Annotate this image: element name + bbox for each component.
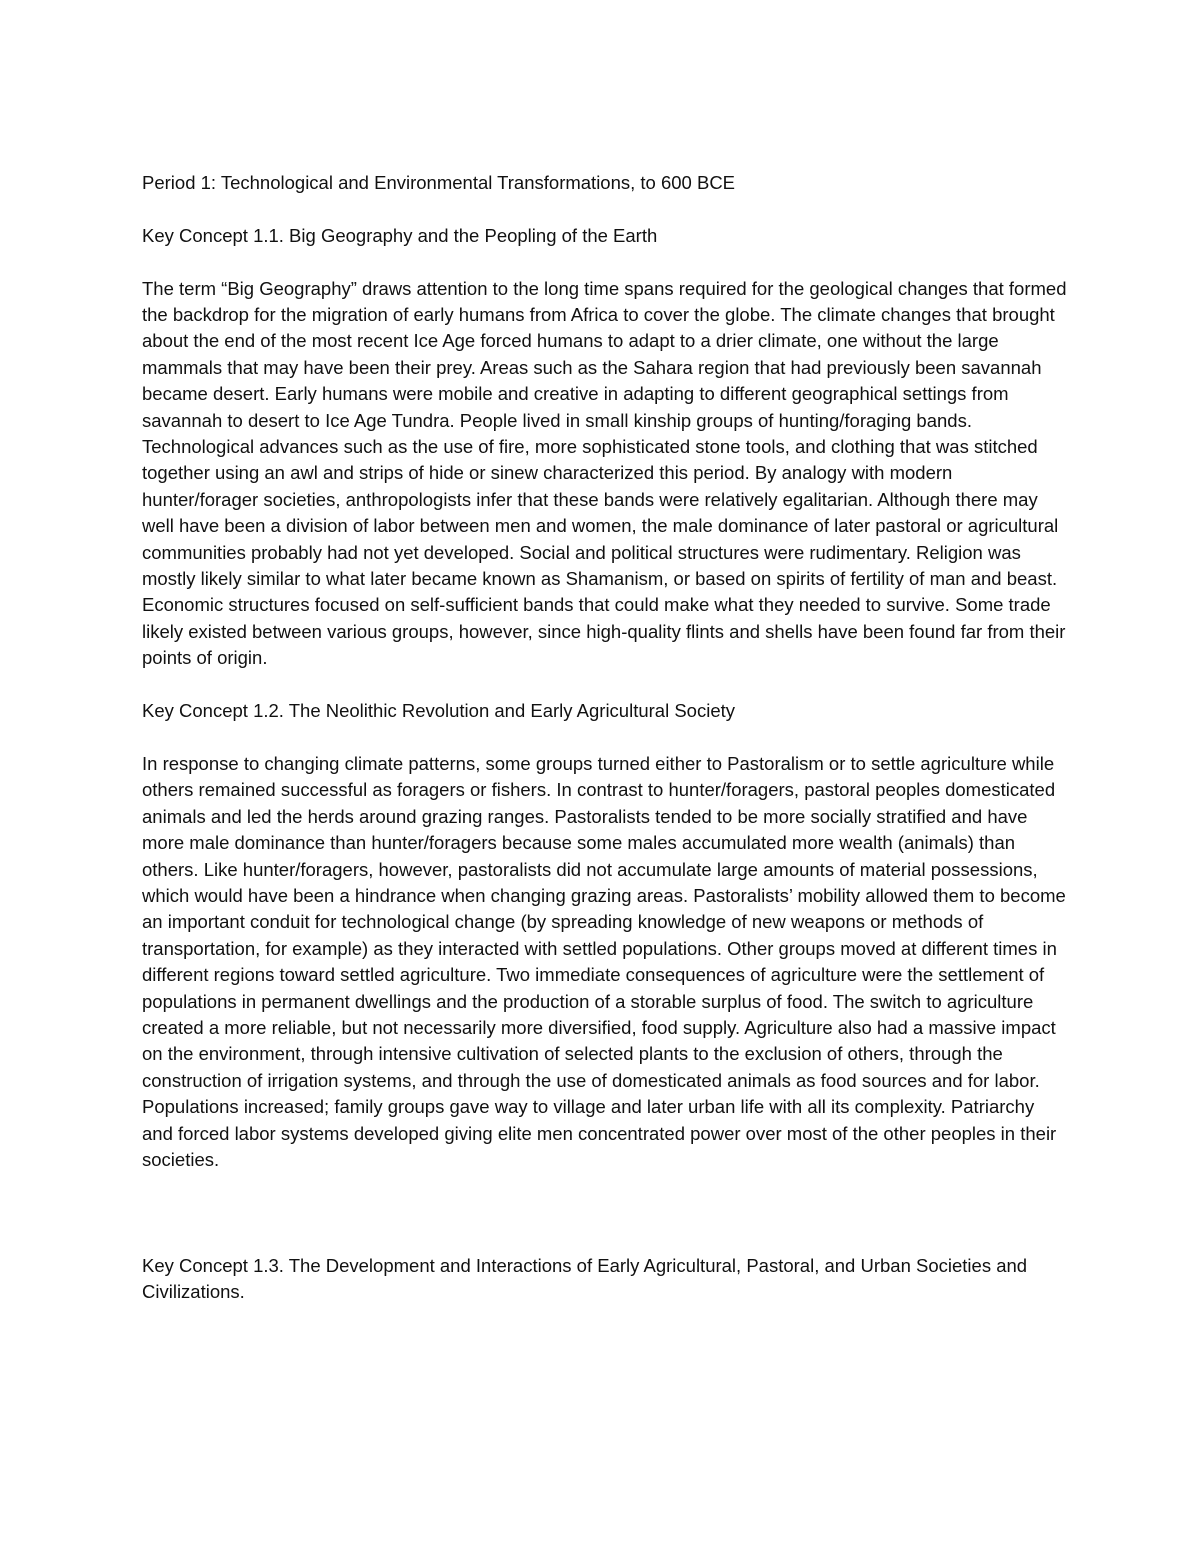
concept-1-2-heading: Key Concept 1.2. The Neolithic Revolution and Early Agricultural Society [142, 700, 736, 722]
concept-1-3-heading: Key Concept 1.3. The Development and Interactions of Early Agricultural, Pastoral, and Urban Societies and Civilizations. [142, 1254, 1028, 1302]
document-content [142, 170, 1070, 1332]
period-title: Period 1: Technological and Environmental Transformations, to 600 BCE [142, 172, 736, 193]
concept-1-1-body: The term “Big Geography” draws attention to the long time spans required for the geological changes that formed the backdrop for the migration of early humans from Africa to cover the globe. The climate changes that brought about the end of the most recent Ice Age forced humans to adapt to a drier climate, one without the large mammals that may have been their prey. Areas such as the Sahara region that had previously been savannah became desert. Early humans were mobile and creative in adapting to different geographical settings from savannah to desert to Ice Age Tundra. People lived in small kinship groups of hunting/foraging bands. Technological advances such as the use of fire, more sophisticated stone tools, and clothing that was stitched together using an awl and strips of hide or sinew characterized this period. By analogy with modern hunter/forager societies, anthropologists infer that these bands were relatively egalitarian. Although there may well have been a division of labor between men and women, the male dominance of later pastoral or agricultural communities probably had not yet developed. Social and political structures were rudimentary. Religion was mostly likely similar to what later became known as Shamanism, or based on spirits of fertility of man and beast. Economic structures focused on self-sufficient bands that could make what they needed to survive. Some trade likely existed between various groups, however, since high-quality flints and shells have been found far from their points of origin. [142, 277, 1067, 669]
concept-1-1-heading: Key Concept 1.1. Big Geography and the Peopling of the Earth [142, 224, 658, 246]
blank-line [142, 1200, 1070, 1226]
concept-1-2-body: In response to changing climate patterns, some groups turned either to Pastoralism or to settle agriculture while others remained successful as foragers or fishers. In contrast to hunter/foragers, pastoral peoples domesticated animals and led the herds around grazing ranges. Pastoralists tended to be more socially stratified and have more male dominance than hunter/foragers because some males accumulated more wealth (animals) than others. Like hunter/foragers, however, pastoralists did not accumulate large amounts of material possessions, which would have been a hindrance when changing grazing areas. Pastoralists’ mobility allowed them to become an important conduit for technological change (by spreading knowledge of new weapons or methods of transportation, for example) as they interacted with settled populations. Other groups moved at different times in different regions toward settled agriculture. Two immediate consequences of agriculture were the settlement of populations in permanent dwellings and the production of a storable surplus of food. The switch to agriculture created a more reliable, but not necessarily more diversified, food supply. Agriculture also had a massive impact on the environment, through intensive cultivation of selected plants to the exclusion of others, through the construction of irrigation systems, and through the use of domesticated animals as food sources and for labor. Populations increased; family groups gave way to village and later urban life with all its complexity. Patriarchy and forced labor systems developed giving elite men concentrated power over most of the other peoples in their societies. [142, 752, 1066, 1170]
